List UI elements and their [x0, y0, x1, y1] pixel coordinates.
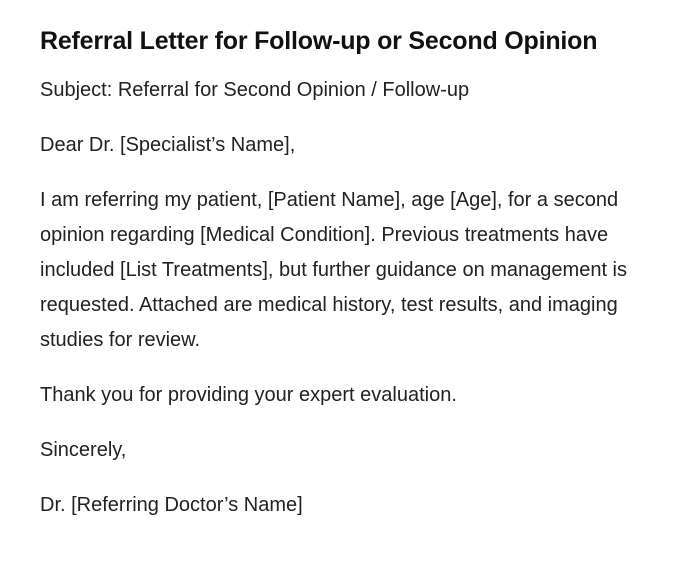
letter-title: Referral Letter for Follow-up or Second Opinion	[40, 27, 598, 55]
letter-body-paragraph: I am referring my patient, [Patient Name], age [Age], for a second opinion regarding [Medical Condition]. Previous treatments have included [List Treatments], but further guidance on management is requested. Attached are medical history, test results, and imaging studies for review.	[40, 189, 628, 351]
letter-salutation: Dear Dr. [Specialist’s Name],	[40, 134, 296, 156]
letter-subject: Subject: Referral for Second Opinion / Follow-up	[40, 79, 470, 101]
letter-thanks: Thank you for providing your expert evaluation.	[40, 384, 457, 406]
letter-closing: Sincerely,	[40, 439, 127, 461]
letter-signature: Dr. [Referring Doctor’s Name]	[40, 494, 303, 516]
